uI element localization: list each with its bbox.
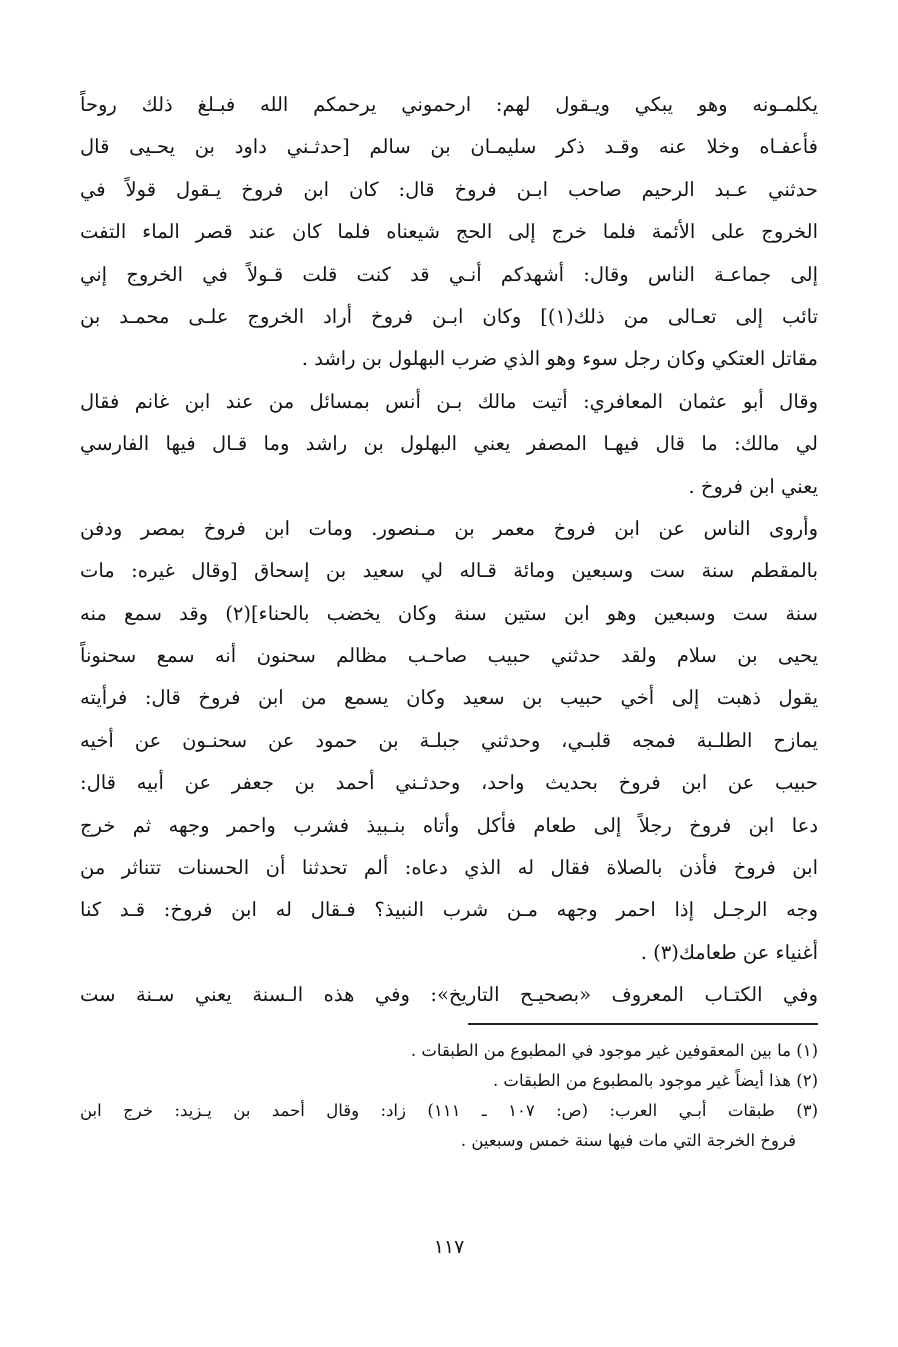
text-line: أغنياء عن طعامك(٣) . — [640, 940, 818, 964]
footnote-separator — [468, 1023, 818, 1025]
text-line: إلى جماعـة الناس وقال: أشهدكم أنـي قد كنت قلت قـولاً في الخروج إني — [80, 262, 818, 286]
text-line: وأروى الناس عن ابن فروخ معمر بن مـنصور. ومات ابن فروخ بمصر ودفن — [80, 516, 818, 540]
text-line: دعا ابن فروخ رجلاً إلى طعام فأكل وأتاه بنـبيذ فشرب واحمر وجهه ثم خرج — [80, 813, 818, 837]
text-line: وجه الرجـل إذا احمر وجهه مـن شرب النبيذ؟ فـقال له ابن فروخ: قـد كنا — [80, 898, 818, 922]
text-line: يعني ابن فروخ . — [688, 474, 818, 498]
footnote-continuation: فروخ الخرجة التي مات فيها سنة خمس وسبعين . — [460, 1131, 796, 1150]
text-line: وقال أبو عثمان المعافري: أتيت مالك بـن أنس بمسائل من عند ابن غانم فقال — [80, 389, 818, 413]
footnotes — [80, 1036, 818, 1156]
text-line: وفي الكتـاب المعروف «بصحيـح التاريخ»: وفي هذه الـسنة يعني سـنة ست — [80, 983, 818, 1007]
text-line: حدثني عـبد الرحيم صاحب ابـن فروخ قال: كان ابن فروخ يـقول قولاً في — [80, 177, 818, 201]
text-line: تائب إلى تعـالى من ذلك(١)] وكان ابـن فروخ أراد الخروج علـى محمـد بن — [80, 304, 818, 328]
text-line: يكلمـونه وهو يبكي ويـقول لهم: ارحموني يرحمكم الله فبـلغ ذلك روحاً — [80, 93, 818, 116]
text-line: يقول ذهبت إلى أخي حبيب بن سعيد وكان يسمع من ابن فروخ قال: فرأيته — [80, 686, 818, 710]
page-number: ١١٧ — [433, 1236, 465, 1258]
text-line: لي مالك: ما قال فيهـا المصفر يعني البهلول بن راشد وما قـال فيها الفارسي — [80, 432, 818, 456]
text-line: سنة ست وسبعين وهو ابن ستين سنة وكان يخضب بالحناء](٢) وقد سمع منه — [80, 601, 818, 625]
text-line: يحيى بن سلام ولقد حدثني حبيب صاحـب مظالم سحنون أنه سمع سحنوناً — [80, 644, 818, 668]
text-line: يمازح الطلـبة فمجه قلبـي، وحدثني جبلـة بن حمود عن سحنـون عن أخيه — [80, 728, 818, 752]
footnote: (٣) طبقات أبـي العرب: (ص: ١٠٧ ـ ١١١) زاد: وقال أحمد بن يـزيد: خرج ابن — [80, 1101, 818, 1120]
footnote: (٢) هذا أيضاً غير موجود بالمطبوع من الطبقات . — [492, 1071, 818, 1090]
text-line: فأعفـاه وخلا عنه وقـد ذكر سليمـان بن سالم [حدثـني داود بن يحـيى قال — [80, 135, 818, 159]
text-line: الخروج على الأئمة فلما خرج إلى الحج شيعناه فلما كان عند قصر الماء التفت — [80, 220, 818, 244]
footnote: (١) ما بين المعقوفين غير موجود في المطبوع من الطبقات . — [410, 1041, 818, 1060]
main-text — [80, 84, 818, 1017]
text-line: بالمقطم سنة ست وسبعين ومائة قـاله لي سعيد بن إسحاق [وقال غيره: مات — [80, 559, 818, 583]
text-line: ابن فروخ فأذن بالصلاة فقال له الذي دعاه: ألم تحدثنا أن الحسنات تتناثر من — [80, 856, 818, 880]
text-line: حبيب عن ابن فروخ بحديث واحد، وحدثـني أحمد بن جعفر عن أبيه قال: — [80, 771, 818, 795]
text-line: مقاتل العتكي وكان رجل سوء وهو الذي ضرب البهلول بن راشد . — [301, 347, 818, 371]
